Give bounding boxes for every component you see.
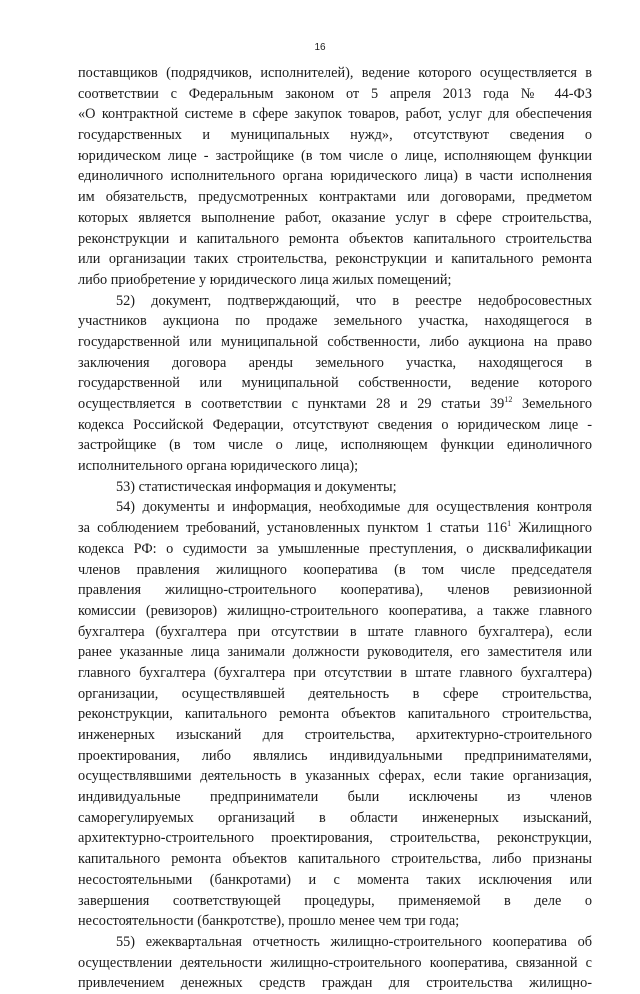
text-line: государственной или муниципальной собственности, ведение которого [78,375,592,392]
text-line: исполнительного органа юридического лица); [78,458,359,475]
text-line: главного бухгалтера (бухгалтера при отсутствии в штате главного бухгалтера) [78,664,592,681]
text-line: государственных и муниципальных нужд», отсутствуют сведения о [78,127,592,144]
text-line: 54) документы и информация, необходимые для осуществления контроля [116,499,592,516]
text-line: завершения соответствующей процедуры, применяемой в деле о [78,892,592,909]
text-line: 55) ежеквартальная отчетность жилищно-строительного кооператива об [116,933,592,950]
text-line: саморегулируемых организаций в области инженерных изысканий, [78,809,592,826]
text-line: кодекса Российской Федерации, отсутствуют сведения о юридическом лице - [78,416,592,433]
text-line: осуществляется в соответствии с пунктами 28 и 29 статьи $39^{12}$ Земельного [78,395,592,412]
text-line: 52) документ, подтверждающий, что в реестре недобросовестных [116,292,592,309]
text-line: реконструкции и капитального ремонта объектов капитального строительства [78,230,592,247]
text-line: комиссии (ревизоров) жилищно-строительного кооператива, а также главного [78,602,592,619]
text-line: за соблюдением требований, установленных пунктом 1 статьи $116^1$ Жилищного [78,519,592,537]
text-line: им обязательств, предусмотренных контрактами или договорами, предметом [78,189,592,206]
text-line: инженерных изысканий для строительства, архитектурно-строительного [78,727,592,743]
text-line: правления жилищно-строительного кооператива), членов ревизионной [78,582,592,599]
text-line: проектирования, либо являлись индивидуальными предпринимателями, [78,747,592,764]
text-line: осуществлении деятельности жилищно-строительного кооператива, связанной с [78,954,592,971]
text-line: или организации таких строительства, реконструкции и капитального ремонта [78,251,592,268]
text-line: единоличного исполнительного органа юридического лица) в части исполнения [78,168,592,185]
text-line: кодекса РФ: о судимости за умышленные преступления, о дисквалификации [78,540,592,557]
text-line: индивидуальные предприниматели были исключены из членов [78,789,592,806]
text-line: которых является выполнение работ, оказание услуг в сфере строительства, [78,209,592,226]
page-number: 16 [314,42,326,53]
text-line: застройщике (в том числе о лице, исполняющем функции единоличного [78,437,592,454]
superscript: 1 [507,519,512,529]
document-body [78,63,592,994]
text-line: заключения договора аренды земельного участка, находящегося в [78,354,592,371]
text-line: соответствии с Федеральным законом от 5 апреля 2013 года № 44-ФЗ [78,85,592,102]
text-line: организации, осуществлявшей деятельность в сфере строительства, [78,685,592,702]
text-line: бухгалтера (бухгалтера при отсутствии в штате главного бухгалтера), если [78,623,592,640]
text-line: несостоятельными (банкротами) и с момента таких исключения или [78,871,592,888]
text-line: членов правления жилищного кооператива (в том числе председателя [78,561,592,578]
text-line: либо приобретение у юридического лица жилых помещений; [78,271,452,288]
text-line: ранее указанные лица занимали должности руководителя, его заместителя или [78,644,592,661]
text-line: участников аукциона по продаже земельного участка, находящегося в [78,313,592,330]
text-line: осуществлявшими деятельность в указанных сферах, если такие организация, [78,768,592,785]
text-line: несостоятельности (банкротстве), прошло менее чем три года; [78,913,460,930]
text-line: поставщиков (подрядчиков, исполнителей), ведение которого осуществляется в [78,65,592,81]
text-line: юридическом лице - застройщике (в том числе о лице, исполняющем функции [78,147,592,164]
text-line: 53) статистическая информация и документы; [116,478,397,495]
text-line: государственной или муниципальной собственности, либо аукциона на право [78,333,592,350]
text-line: реконструкции, капитального ремонта объектов капитального строительства, [78,706,592,723]
text-line: привлечением денежных средств граждан для строительства жилищно- [78,975,592,992]
text-line: «О контрактной системе в сфере закупок товаров, работ, услуг для обеспечения [78,106,592,123]
text-line: капитального ремонта объектов капитального строительства, либо признаны [78,851,592,868]
superscript: 12 [504,395,513,404]
text-line: архитектурно-строительного проектирования, строительства, реконструкции, [78,830,592,847]
